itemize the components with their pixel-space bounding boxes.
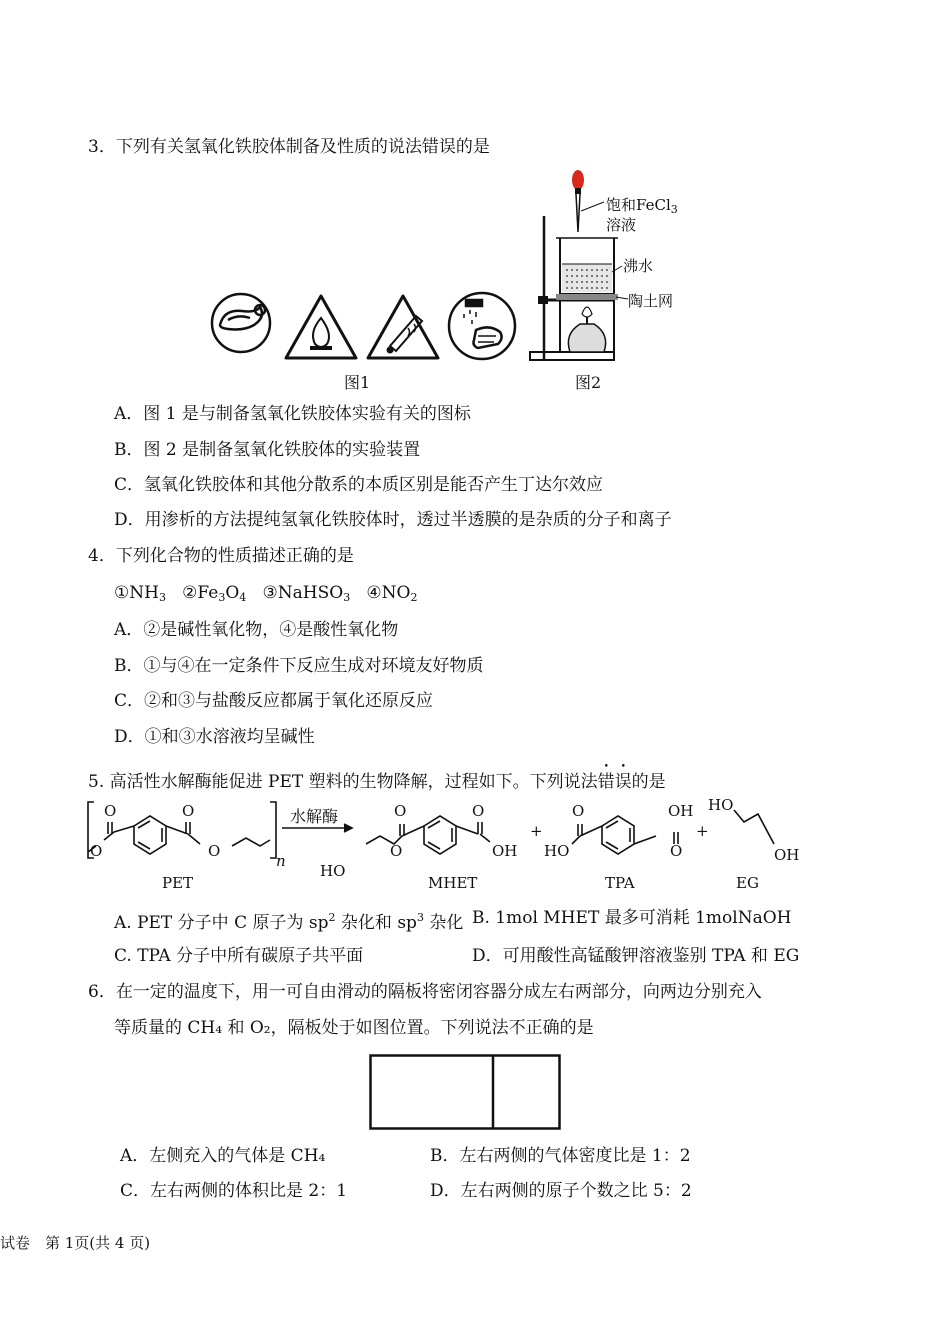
svg-text:O: O [104, 802, 117, 820]
goggles-icon [212, 294, 270, 352]
fig2-caption: 图2 [575, 373, 602, 392]
q6-container-diagram [369, 1054, 565, 1130]
svg-text:O: O [572, 802, 585, 820]
q6-option-c: C．左右两侧的体积比是 2：1 [120, 1181, 348, 1201]
svg-text:O: O [182, 802, 195, 820]
q3-stem: 3．下列有关氢氧化铁胶体制备及性质的说法错误的是 [88, 137, 490, 157]
q4-stem: 4．下列化合物的性质描述正确的是 [88, 546, 354, 566]
q4-option-b: B．①与④在一定条件下反应生成对环境友好物质 [114, 656, 484, 676]
svg-text:OH: OH [668, 802, 694, 820]
q4-option-c: C．②和③与盐酸反应都属于氧化还原反应 [114, 691, 434, 711]
q6-stem-line2: 等质量的 CH₄ 和 O₂，隔板处于如图位置。下列说法不正确的是 [114, 1018, 594, 1038]
svg-text:O: O [670, 842, 683, 860]
fig1-caption: 图1 [344, 373, 371, 392]
q5-option-d: D．可用酸性高锰酸钾溶液鉴别 TPA 和 EG [472, 946, 800, 966]
svg-text:O: O [472, 802, 485, 820]
hot-tube-warning-icon [368, 296, 438, 358]
page-footer: 试卷 第 1页(共 4 页) [0, 1234, 151, 1252]
wash-hands-icon [449, 293, 515, 359]
q3-option-d: D．用渗析的方法提纯氢氧化铁胶体时，透过半透膜的是杂质的分子和离子 [114, 510, 672, 530]
svg-text:水解酶: 水解酶 [290, 807, 339, 826]
q6-option-a: A．左侧充入的气体是 CH₄ [120, 1146, 326, 1166]
svg-text:n: n [276, 852, 286, 870]
q6-option-b: B．左右两侧的气体密度比是 1：2 [430, 1146, 691, 1166]
svg-text:+: + [696, 822, 709, 840]
q5-name-pet: PET [162, 874, 194, 892]
q6-option-d: D．左右两侧的原子个数之比 5：2 [430, 1181, 692, 1201]
q6-stem-line1: 6．在一定的温度下，用一可自由滑动的隔板将密闭容器分成左右两部分，向两边分别充入 [88, 982, 762, 1002]
flame-warning-icon [286, 296, 356, 358]
svg-text:HO: HO [544, 842, 570, 860]
q3-option-b: B．图 2 是制备氢氧化铁胶体的实验装置 [114, 440, 421, 460]
q4-option-a: A．②是碱性氧化物，④是酸性氧化物 [114, 620, 399, 640]
fig1-icons [208, 290, 568, 370]
q5-name-mhet: MHET [428, 874, 478, 892]
fig2-label-reagent: 饱和FeCl$_3$ [606, 196, 678, 216]
q5-stem-emphasis: 错误 [597, 772, 632, 792]
q5-option-b: B. 1mol MHET 最多可消耗 1molNaOH [472, 908, 792, 928]
q5-option-c: C. TPA 分子中所有碳原子共平面 [114, 946, 364, 966]
fig2-label-boiling-water: 沸水 [623, 257, 654, 275]
svg-text:OH: OH [774, 846, 800, 864]
svg-text:O: O [90, 842, 103, 860]
q5-name-tpa: TPA [605, 874, 635, 892]
svg-text:O: O [208, 842, 221, 860]
svg-text:HO: HO [708, 796, 734, 814]
q3-option-a: A．图 1 是与制备氢氧化铁胶体实验有关的图标 [114, 404, 471, 424]
q4-compounds: $①NH_3$ $②Fe_3O_4$ ③NaHSO$_3$ $④NO_2$ [114, 583, 418, 604]
svg-text:HO: HO [320, 862, 346, 880]
q3-option-c: C．氢氧化铁胶体和其他分散系的本质区别是能否产生丁达尔效应 [114, 475, 604, 495]
q5-option-a: A. PET 分子中 C 原子为 $sp^2$ 杂化和 $sp^3$ 杂化 [114, 911, 464, 933]
svg-text:O: O [390, 842, 403, 860]
svg-text:O: O [394, 802, 407, 820]
q4-option-d: D．①和③水溶液均呈碱性 [114, 727, 315, 747]
svg-text:+: + [530, 822, 543, 840]
q5-stem: 5. 高活性水解酶能促进 PET 塑料的生物降解，过程如下。下列说法错误的是 [88, 772, 666, 792]
q5-name-eg: EG [736, 874, 759, 892]
fig2-label-solution: 溶液 [606, 216, 637, 234]
fig2-label-gauze: 陶土网 [628, 292, 674, 310]
svg-text:OH: OH [492, 842, 518, 860]
